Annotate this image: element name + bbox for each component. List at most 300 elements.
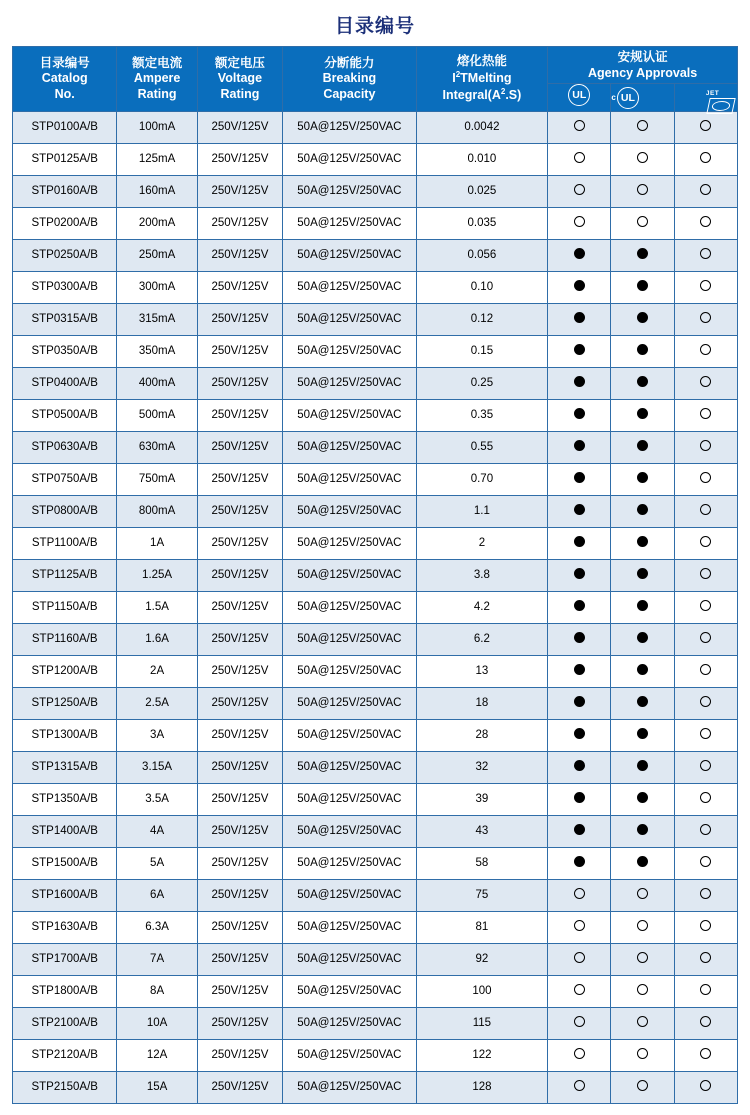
- open-circle-icon: [574, 1016, 585, 1027]
- cell-melting-integral: 0.10: [416, 271, 548, 303]
- cell-breaking-capacity: 50A@125V/250VAC: [283, 847, 417, 879]
- filled-circle-icon: [637, 472, 648, 483]
- cell-ampere-rating: 315mA: [117, 303, 197, 335]
- filled-circle-icon: [574, 632, 585, 643]
- cell-catalog-number: STP1300A/B: [13, 719, 117, 751]
- cell-melting-integral: 81: [416, 911, 548, 943]
- filled-circle-icon: [637, 856, 648, 867]
- table-row: [13, 719, 738, 751]
- cell-ampere-rating: 1.6A: [117, 623, 197, 655]
- cell-catalog-number: STP0160A/B: [13, 175, 117, 207]
- cell-breaking-capacity: 50A@125V/250VAC: [283, 367, 417, 399]
- cell-approval-jet: [674, 559, 737, 591]
- cell-approval-jet: [674, 783, 737, 815]
- cell-melting-integral: 0.0042: [416, 111, 548, 143]
- cell-approval-cul: [611, 399, 674, 431]
- cell-breaking-capacity: 50A@125V/250VAC: [283, 495, 417, 527]
- cell-approval-ul: [548, 303, 611, 335]
- cell-approval-jet: [674, 911, 737, 943]
- cell-catalog-number: STP0800A/B: [13, 495, 117, 527]
- cell-ampere-rating: 5A: [117, 847, 197, 879]
- open-circle-icon: [700, 184, 711, 195]
- cell-breaking-capacity: 50A@125V/250VAC: [283, 719, 417, 751]
- cell-breaking-capacity: 50A@125V/250VAC: [283, 559, 417, 591]
- ul-icon-label: UL: [572, 89, 587, 101]
- cell-breaking-capacity: 50A@125V/250VAC: [283, 591, 417, 623]
- open-circle-icon: [574, 216, 585, 227]
- cell-approval-jet: [674, 303, 737, 335]
- filled-circle-icon: [637, 792, 648, 803]
- cell-breaking-capacity: 50A@125V/250VAC: [283, 207, 417, 239]
- column-header-voltage-en1: Voltage: [217, 71, 263, 86]
- cell-approval-ul: [548, 335, 611, 367]
- table-row: [13, 943, 738, 975]
- column-header-catalog-cn: 目录编号: [39, 55, 90, 70]
- open-circle-icon: [574, 984, 585, 995]
- cell-approval-jet: [674, 1071, 737, 1103]
- filled-circle-icon: [637, 312, 648, 323]
- cell-catalog-number: STP1630A/B: [13, 911, 117, 943]
- cell-approval-cul: [611, 143, 674, 175]
- cell-approval-ul: [548, 175, 611, 207]
- cell-approval-cul: [611, 1007, 674, 1039]
- cell-voltage-rating: 250V/125V: [197, 943, 282, 975]
- table-row: [13, 591, 738, 623]
- column-header-melting-en2: $Integral(A^2.S)$: [442, 86, 522, 102]
- cell-breaking-capacity: 50A@125V/250VAC: [283, 911, 417, 943]
- cell-approval-jet: [674, 719, 737, 751]
- column-header-breaking-en1: Breaking: [322, 71, 377, 86]
- cell-voltage-rating: 250V/125V: [197, 495, 282, 527]
- cell-ampere-rating: 8A: [117, 975, 197, 1007]
- cell-breaking-capacity: 50A@125V/250VAC: [283, 463, 417, 495]
- cell-approval-cul: [611, 111, 674, 143]
- table-row: [13, 143, 738, 175]
- column-header-voltage-cn: 额定电压: [214, 55, 265, 70]
- cell-breaking-capacity: 50A@125V/250VAC: [283, 687, 417, 719]
- specifications-table: [12, 46, 738, 1104]
- cell-ampere-rating: 6.3A: [117, 911, 197, 943]
- filled-circle-icon: [637, 536, 648, 547]
- cell-approval-jet: [674, 271, 737, 303]
- open-circle-icon: [700, 376, 711, 387]
- cell-approval-jet: [674, 399, 737, 431]
- open-circle-icon: [574, 920, 585, 931]
- cell-approval-cul: [611, 431, 674, 463]
- cell-catalog-number: STP0300A/B: [13, 271, 117, 303]
- cell-approval-cul: [611, 623, 674, 655]
- cell-approval-jet: [674, 815, 737, 847]
- cell-approval-ul: [548, 719, 611, 751]
- table-body: [13, 111, 738, 1103]
- cell-melting-integral: 18: [416, 687, 548, 719]
- cell-ampere-rating: 2.5A: [117, 687, 197, 719]
- cell-ampere-rating: 350mA: [117, 335, 197, 367]
- cell-breaking-capacity: 50A@125V/250VAC: [283, 975, 417, 1007]
- cell-approval-ul: [548, 975, 611, 1007]
- cell-breaking-capacity: 50A@125V/250VAC: [283, 815, 417, 847]
- cell-approval-cul: [611, 271, 674, 303]
- cell-approval-jet: [674, 239, 737, 271]
- column-header-approvals-en: Agency Approvals: [587, 65, 698, 80]
- cell-approval-ul: [548, 1007, 611, 1039]
- cell-melting-integral: 0.25: [416, 367, 548, 399]
- table-row: [13, 399, 738, 431]
- column-header-approvals-cn: 安规认证: [617, 50, 668, 64]
- table-row: [13, 175, 738, 207]
- open-circle-icon: [700, 632, 711, 643]
- filled-circle-icon: [574, 568, 585, 579]
- cell-breaking-capacity: 50A@125V/250VAC: [283, 751, 417, 783]
- cell-approval-cul: [611, 911, 674, 943]
- column-header-melting-integral: [416, 47, 548, 112]
- cul-icon: [611, 87, 673, 109]
- cell-approval-cul: [611, 687, 674, 719]
- cell-melting-integral: 0.35: [416, 399, 548, 431]
- cell-melting-integral: 2: [416, 527, 548, 559]
- cell-approval-ul: [548, 431, 611, 463]
- filled-circle-icon: [574, 760, 585, 771]
- cell-approval-jet: [674, 879, 737, 911]
- cell-voltage-rating: 250V/125V: [197, 911, 282, 943]
- header-row-groups: [13, 47, 738, 84]
- cell-voltage-rating: 250V/125V: [197, 303, 282, 335]
- cell-voltage-rating: 250V/125V: [197, 143, 282, 175]
- cell-approval-cul: [611, 655, 674, 687]
- open-circle-icon: [700, 472, 711, 483]
- cell-catalog-number: STP2100A/B: [13, 1007, 117, 1039]
- cell-approval-ul: [548, 143, 611, 175]
- cell-approval-cul: [611, 463, 674, 495]
- table-row: [13, 335, 738, 367]
- cell-approval-ul: [548, 111, 611, 143]
- cell-catalog-number: STP1800A/B: [13, 975, 117, 1007]
- filled-circle-icon: [574, 344, 585, 355]
- cell-catalog-number: STP0315A/B: [13, 303, 117, 335]
- cell-catalog-number: STP1350A/B: [13, 783, 117, 815]
- open-circle-icon: [700, 312, 711, 323]
- filled-circle-icon: [574, 824, 585, 835]
- cell-approval-jet: [674, 207, 737, 239]
- cell-approval-jet: [674, 943, 737, 975]
- cell-voltage-rating: 250V/125V: [197, 207, 282, 239]
- open-circle-icon: [700, 696, 711, 707]
- cell-melting-integral: 122: [416, 1039, 548, 1071]
- open-circle-icon: [700, 1016, 711, 1027]
- open-circle-icon: [700, 152, 711, 163]
- open-circle-icon: [637, 152, 648, 163]
- column-header-voltage: [197, 47, 282, 112]
- cell-melting-integral: 128: [416, 1071, 548, 1103]
- cell-approval-ul: [548, 815, 611, 847]
- column-header-voltage-en2: Rating: [220, 86, 260, 101]
- cell-breaking-capacity: 50A@125V/250VAC: [283, 239, 417, 271]
- cell-melting-integral: 92: [416, 943, 548, 975]
- open-circle-icon: [700, 952, 711, 963]
- open-circle-icon: [700, 440, 711, 451]
- cell-approval-cul: [611, 207, 674, 239]
- open-circle-icon: [700, 1080, 711, 1091]
- filled-circle-icon: [574, 856, 585, 867]
- filled-circle-icon: [574, 600, 585, 611]
- open-circle-icon: [700, 792, 711, 803]
- cell-ampere-rating: 100mA: [117, 111, 197, 143]
- open-circle-icon: [700, 984, 711, 995]
- cell-voltage-rating: 250V/125V: [197, 783, 282, 815]
- table-row: [13, 655, 738, 687]
- cell-melting-integral: 43: [416, 815, 548, 847]
- cell-ampere-rating: 6A: [117, 879, 197, 911]
- cell-voltage-rating: 250V/125V: [197, 239, 282, 271]
- cell-breaking-capacity: 50A@125V/250VAC: [283, 431, 417, 463]
- table-row: [13, 783, 738, 815]
- cell-ampere-rating: 1A: [117, 527, 197, 559]
- table-header: [13, 47, 738, 112]
- cell-approval-cul: [611, 1039, 674, 1071]
- column-header-breaking-cn: 分断能力: [324, 55, 375, 70]
- column-header-ul: [548, 84, 611, 112]
- cell-melting-integral: 0.12: [416, 303, 548, 335]
- cell-voltage-rating: 250V/125V: [197, 271, 282, 303]
- open-circle-icon: [700, 504, 711, 515]
- cell-approval-cul: [611, 527, 674, 559]
- open-circle-icon: [700, 728, 711, 739]
- cell-voltage-rating: 250V/125V: [197, 847, 282, 879]
- cell-approval-ul: [548, 943, 611, 975]
- column-header-catalog-en2: No.: [54, 86, 75, 101]
- filled-circle-icon: [574, 792, 585, 803]
- cell-catalog-number: STP1100A/B: [13, 527, 117, 559]
- cell-catalog-number: STP0400A/B: [13, 367, 117, 399]
- cell-voltage-rating: 250V/125V: [197, 1007, 282, 1039]
- cell-approval-ul: [548, 239, 611, 271]
- cell-catalog-number: STP2120A/B: [13, 1039, 117, 1071]
- cell-catalog-number: STP0250A/B: [13, 239, 117, 271]
- cell-melting-integral: 115: [416, 1007, 548, 1039]
- cell-ampere-rating: 630mA: [117, 431, 197, 463]
- open-circle-icon: [700, 248, 711, 259]
- cell-melting-integral: 39: [416, 783, 548, 815]
- cell-voltage-rating: 250V/125V: [197, 879, 282, 911]
- table-row: [13, 527, 738, 559]
- cell-approval-cul: [611, 879, 674, 911]
- cell-approval-ul: [548, 687, 611, 719]
- cell-catalog-number: STP1150A/B: [13, 591, 117, 623]
- cell-melting-integral: 6.2: [416, 623, 548, 655]
- table-row: [13, 239, 738, 271]
- cell-breaking-capacity: 50A@125V/250VAC: [283, 271, 417, 303]
- filled-circle-icon: [637, 728, 648, 739]
- cell-approval-ul: [548, 623, 611, 655]
- cell-breaking-capacity: 50A@125V/250VAC: [283, 623, 417, 655]
- table-row: [13, 1007, 738, 1039]
- cell-ampere-rating: 160mA: [117, 175, 197, 207]
- ul-icon: [568, 84, 590, 106]
- cell-approval-ul: [548, 399, 611, 431]
- cell-melting-integral: 0.55: [416, 431, 548, 463]
- cell-ampere-rating: 500mA: [117, 399, 197, 431]
- cell-approval-jet: [674, 1039, 737, 1071]
- filled-circle-icon: [574, 408, 585, 419]
- cell-approval-jet: [674, 111, 737, 143]
- cell-approval-jet: [674, 335, 737, 367]
- cell-approval-ul: [548, 495, 611, 527]
- table-row: [13, 975, 738, 1007]
- open-circle-icon: [700, 600, 711, 611]
- cell-voltage-rating: 250V/125V: [197, 559, 282, 591]
- column-header-ampere-en1: Ampere: [133, 71, 181, 86]
- page-title: 目录编号: [334, 16, 415, 37]
- filled-circle-icon: [637, 760, 648, 771]
- cell-voltage-rating: 250V/125V: [197, 655, 282, 687]
- cell-approval-jet: [674, 591, 737, 623]
- cell-breaking-capacity: 50A@125V/250VAC: [283, 399, 417, 431]
- column-header-jet: JET: [674, 84, 737, 112]
- cell-approval-cul: [611, 1071, 674, 1103]
- cell-approval-ul: [548, 271, 611, 303]
- cell-catalog-number: STP1500A/B: [13, 847, 117, 879]
- cell-catalog-number: STP1250A/B: [13, 687, 117, 719]
- cell-voltage-rating: 250V/125V: [197, 815, 282, 847]
- cell-catalog-number: STP1125A/B: [13, 559, 117, 591]
- open-circle-icon: [637, 1016, 648, 1027]
- open-circle-icon: [700, 280, 711, 291]
- table-row: [13, 911, 738, 943]
- cell-catalog-number: STP0350A/B: [13, 335, 117, 367]
- open-circle-icon: [637, 1080, 648, 1091]
- cell-melting-integral: 0.035: [416, 207, 548, 239]
- cell-approval-cul: [611, 239, 674, 271]
- open-circle-icon: [574, 1048, 585, 1059]
- cell-melting-integral: 0.056: [416, 239, 548, 271]
- filled-circle-icon: [574, 312, 585, 323]
- open-circle-icon: [637, 120, 648, 131]
- cell-melting-integral: 100: [416, 975, 548, 1007]
- cell-voltage-rating: 250V/125V: [197, 111, 282, 143]
- cell-approval-ul: [548, 527, 611, 559]
- cell-breaking-capacity: 50A@125V/250VAC: [283, 943, 417, 975]
- cell-breaking-capacity: 50A@125V/250VAC: [283, 175, 417, 207]
- cell-catalog-number: STP0750A/B: [13, 463, 117, 495]
- cell-ampere-rating: 2A: [117, 655, 197, 687]
- filled-circle-icon: [574, 536, 585, 547]
- cell-approval-ul: [548, 1039, 611, 1071]
- table-row: [13, 431, 738, 463]
- open-circle-icon: [700, 344, 711, 355]
- column-header-ampere-en2: Rating: [137, 86, 177, 101]
- cell-catalog-number: STP0500A/B: [13, 399, 117, 431]
- cell-approval-cul: [611, 367, 674, 399]
- open-circle-icon: [700, 856, 711, 867]
- table-row: [13, 495, 738, 527]
- cell-approval-cul: [611, 495, 674, 527]
- cell-breaking-capacity: 50A@125V/250VAC: [283, 655, 417, 687]
- column-header-breaking-capacity: [283, 47, 417, 112]
- cell-approval-ul: [548, 879, 611, 911]
- open-circle-icon: [574, 1080, 585, 1091]
- cell-melting-integral: 58: [416, 847, 548, 879]
- cell-breaking-capacity: 50A@125V/250VAC: [283, 1039, 417, 1071]
- cell-melting-integral: 3.8: [416, 559, 548, 591]
- column-header-melting-cn: 熔化热能: [456, 54, 507, 69]
- cell-voltage-rating: 250V/125V: [197, 1039, 282, 1071]
- cell-catalog-number: STP0100A/B: [13, 111, 117, 143]
- column-header-breaking-en2: Capacity: [323, 86, 376, 101]
- cell-approval-cul: [611, 303, 674, 335]
- cell-approval-cul: [611, 175, 674, 207]
- table-row: [13, 1071, 738, 1103]
- cell-ampere-rating: 12A: [117, 1039, 197, 1071]
- filled-circle-icon: [637, 504, 648, 515]
- cell-catalog-number: STP0125A/B: [13, 143, 117, 175]
- cell-voltage-rating: 250V/125V: [197, 399, 282, 431]
- cell-approval-cul: [611, 847, 674, 879]
- cell-melting-integral: 13: [416, 655, 548, 687]
- cell-voltage-rating: 250V/125V: [197, 175, 282, 207]
- cell-voltage-rating: 250V/125V: [197, 335, 282, 367]
- cell-approval-ul: [548, 559, 611, 591]
- cell-voltage-rating: 250V/125V: [197, 591, 282, 623]
- cell-catalog-number: STP1315A/B: [13, 751, 117, 783]
- cell-approval-ul: [548, 207, 611, 239]
- cell-catalog-number: STP0200A/B: [13, 207, 117, 239]
- cell-approval-cul: [611, 943, 674, 975]
- cell-ampere-rating: 1.25A: [117, 559, 197, 591]
- open-circle-icon: [700, 888, 711, 899]
- cell-ampere-rating: 750mA: [117, 463, 197, 495]
- cell-voltage-rating: 250V/125V: [197, 431, 282, 463]
- open-circle-icon: [700, 536, 711, 547]
- open-circle-icon: [574, 184, 585, 195]
- column-header-catalog: [13, 47, 117, 112]
- filled-circle-icon: [637, 568, 648, 579]
- cell-ampere-rating: 15A: [117, 1071, 197, 1103]
- table-row: [13, 111, 738, 143]
- filled-circle-icon: [574, 376, 585, 387]
- filled-circle-icon: [637, 376, 648, 387]
- cell-ampere-rating: 250mA: [117, 239, 197, 271]
- cell-melting-integral: 75: [416, 879, 548, 911]
- cell-melting-integral: 4.2: [416, 591, 548, 623]
- cell-catalog-number: STP1700A/B: [13, 943, 117, 975]
- filled-circle-icon: [574, 280, 585, 291]
- filled-circle-icon: [637, 408, 648, 419]
- cell-approval-jet: [674, 751, 737, 783]
- open-circle-icon: [637, 920, 648, 931]
- cell-ampere-rating: 1.5A: [117, 591, 197, 623]
- cell-ampere-rating: 800mA: [117, 495, 197, 527]
- cell-breaking-capacity: 50A@125V/250VAC: [283, 335, 417, 367]
- cell-voltage-rating: 250V/125V: [197, 975, 282, 1007]
- cell-breaking-capacity: 50A@125V/250VAC: [283, 303, 417, 335]
- cell-voltage-rating: 250V/125V: [197, 367, 282, 399]
- cell-catalog-number: STP0630A/B: [13, 431, 117, 463]
- table-row: [13, 687, 738, 719]
- open-circle-icon: [637, 888, 648, 899]
- filled-circle-icon: [574, 728, 585, 739]
- table-row: [13, 559, 738, 591]
- filled-circle-icon: [637, 280, 648, 291]
- cell-catalog-number: STP1160A/B: [13, 623, 117, 655]
- cell-voltage-rating: 250V/125V: [197, 1071, 282, 1103]
- cell-approval-jet: [674, 655, 737, 687]
- cell-ampere-rating: 300mA: [117, 271, 197, 303]
- filled-circle-icon: [574, 440, 585, 451]
- cell-approval-jet: [674, 175, 737, 207]
- filled-circle-icon: [637, 440, 648, 451]
- cell-voltage-rating: 250V/125V: [197, 463, 282, 495]
- open-circle-icon: [637, 216, 648, 227]
